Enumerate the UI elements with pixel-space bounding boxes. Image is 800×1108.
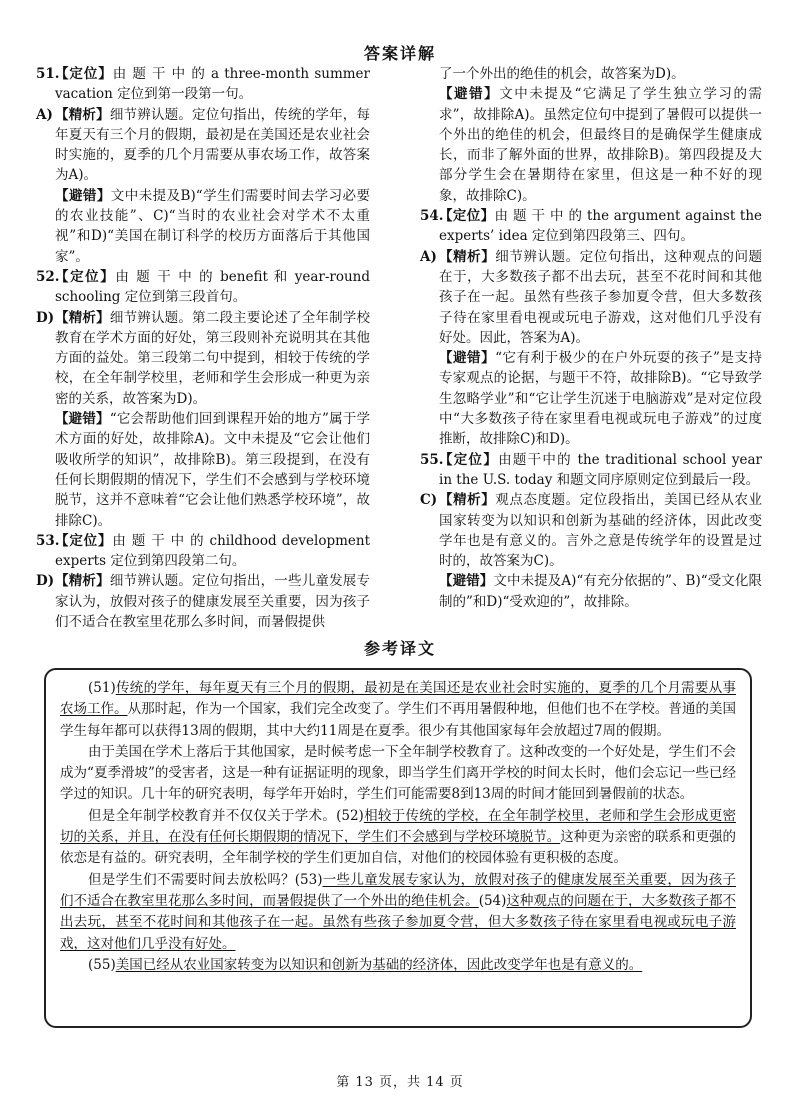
answer-text: “它有利于极少的在户外玩耍的孩子”是支持专家观点的论据，与题干不符，故排除B)。“它导致学生忽略学业”和“它让学生沉迷于电脑游戏”是对定位段中“大多数孩子待在家里看电视或玩电子游戏”的过度推断，故排除C)和D)。	[439, 350, 762, 448]
answer-text: 由题干中的 the traditional school year in the U.S. today 和题文同序原则定位到最后一段。	[439, 451, 763, 488]
underlined-sentence: 这种观点的问题在于，大多数孩子都不出去玩，甚至不花时间和其他孩子在一起。虽然有些孩子参加夏令营，但大多数孩子待在家里看电视或玩电子游戏，这对他们几乎没有好处。	[60, 892, 737, 952]
answer-tag: 【定位】	[55, 532, 113, 549]
translation-box	[44, 668, 752, 1028]
answer-text: 文中未提及A)“有充分依据的”、B)“受文化限制的”和D)“受欢迎的”，故排除。	[439, 573, 762, 610]
answer-marker: 53.	[36, 532, 60, 549]
answer-tag: 【避错】	[439, 86, 500, 103]
answer-block	[420, 64, 762, 84]
answer-tag: 【精析】	[55, 309, 110, 326]
answer-text: 细节辨认题。第二段主要论述了全年制学校教育在学术方面的好处，第三段则补充说明其在其他方面的益处。第三段第二句中提到，相较于传统的学校，在全年制学校里，老师和学生会形成一种更为亲密的关系，故答案为D)。	[55, 309, 371, 407]
translation-paragraph	[60, 870, 736, 955]
answer-tag: 【定位】	[439, 451, 499, 468]
answer-tag: 【定位】	[439, 208, 495, 225]
answer-block	[420, 450, 762, 491]
answer-block	[36, 531, 370, 572]
underlined-sentence: 相较于传统的学校，在全年制学校里，老师和学生会形成更密切的关系，并且，在没有任何长期假期的情况下，学生们不会感到与学校环境脱节。	[60, 807, 736, 846]
answer-marker: 52.	[36, 268, 60, 285]
underlined-sentence: 传统的学年，每年夏天有三个月的假期，最初是在美国还是农业社会时实施的，夏季的几个月需要从事农场工作。	[60, 680, 736, 718]
answer-block	[36, 571, 370, 632]
answer-text: 文中未提及B)“学生们需要时间去学习必要的农业技能”、C)“当时的农业社会对学术不太重视”和D)“美国在制订科学的校历方面落后于其他国家”。	[55, 187, 371, 265]
answer-block	[420, 206, 762, 247]
answer-block	[36, 267, 370, 308]
answer-block	[36, 308, 370, 409]
answer-block	[420, 348, 762, 449]
answer-tag: 【精析】	[55, 106, 110, 123]
answer-block	[36, 409, 370, 531]
answer-tag: 【避错】	[55, 187, 111, 204]
answer-tag: 【定位】	[55, 66, 113, 82]
translation-paragraph	[60, 678, 736, 742]
answer-text: “它会帮助他们回到课程开始的地方”属于学术方面的好处，故排除A)。文中未提及“它会让他们吸收所学的知识”，故排除B)。第三段提到，在没有任何长期假期的情况下，学生们不会感到与学校环境脱节，这并不意味着“它会让他们熟悉学校环境”，故排除C)。	[55, 411, 370, 529]
answer-tag: 【避错】	[55, 411, 110, 428]
answer-block	[420, 84, 762, 206]
answer-marker: D)	[36, 573, 55, 590]
answer-text: 观点态度题。定位段指出，美国已经从农业国家转变为以知识和创新为基础的经济体，因此改变学年也是有意义的。言外之意是传统学年的设置是过时的，故答案为C)。	[439, 492, 763, 570]
answer-marker: A)	[420, 248, 437, 265]
translation-paragraph	[60, 742, 736, 806]
translation-text: 这种更为亲密的联系和更强的依恋是有益的。研究表明，全年制学校的学生们更加自信，对他们的校园体验有更积极的态度。	[60, 829, 737, 867]
translation-text: 由于美国在学术上落后于其他国家，是时候考虑一下全年制学校教育了。这种改变的一个好处是，学生们不会成为“夏季滑坡”的受害者，这是一种有证据证明的现象，即当学生们离开学校的时间太长时，他们会忘记一些已经学过的知识。几十年的研究表明，每学年开始时，学生们可能需要8到13周的时间才能回到暑假前的状态。	[60, 743, 736, 803]
answer-block	[420, 571, 762, 612]
answer-marker: 54.	[420, 208, 444, 225]
answer-text: 了一个外出的绝佳的机会，故答案为D)。	[439, 66, 685, 82]
answer-text: 由 题 干 中 的 childhood development experts 定位到第四段第二句。	[55, 532, 371, 570]
translation-text: (51)	[88, 680, 116, 696]
answer-text: 由 题 干 中 的 the argument against the experts’ idea 定位到第四段第三、四句。	[439, 208, 762, 245]
answer-marker: D)	[36, 309, 55, 326]
answer-text: 细节辨认题。定位句指出，传统的学年，每年夏天有三个月的假期，最初是在美国还是农业社会时实施的，夏季的几个月需要从事农场工作，故答案为A)。	[55, 106, 371, 184]
answer-tag: 【精析】	[439, 248, 496, 265]
answer-block	[420, 247, 762, 348]
answer-text: 由 题 干 中 的 a three-month summer vacation 定位到第一段第一句。	[55, 66, 370, 103]
answer-marker: 55.	[420, 451, 444, 468]
answer-block	[36, 64, 370, 105]
answer-marker: 51.	[36, 66, 60, 82]
underlined-sentence: 美国已经从农业国家转变为以知识和创新为基础的经济体，因此改变学年也是有意义的。	[115, 956, 643, 973]
translation-section-title: 参考译文	[363, 639, 436, 658]
answer-block	[36, 186, 370, 267]
answer-tag: 【定位】	[55, 268, 116, 285]
answer-tag: 【精析】	[439, 492, 496, 509]
answer-text: 由 题 干 中 的 benefit 和 year-round schooling 定位到第三段首句。	[55, 268, 371, 306]
translation-text: 但是全年制学校教育并不仅仅关于学术。(52)	[88, 807, 364, 824]
answer-tag: 【避错】	[439, 573, 494, 590]
answer-section-title: 答案详解	[363, 44, 436, 63]
answer-text: 文中未提及“它满足了学生独立学习的需求”，故排除A)。虽然定位句中提到了暑假可以提供一个外出的绝佳的机会，但最终目的是确保学生健康成长，而非了解外面的世界，故排除B)。第四段提及大部分学生会在暑期待在家里，但这是一种不好的现象，故排除C)。	[439, 86, 763, 204]
translation-text: (54)	[478, 892, 507, 909]
answer-column-right	[420, 64, 762, 612]
answer-block	[36, 105, 370, 186]
answer-tag: 【避错】	[439, 350, 496, 367]
answer-column-left	[36, 64, 370, 632]
translation-text: 但是学生们不需要时间去放松吗？(53)	[88, 871, 323, 888]
translation-paragraph	[60, 806, 736, 870]
answer-tag: 【精析】	[55, 573, 110, 590]
answer-text: 细节辨认题。定位句指出，这种观点的问题在于，大多数孩子都不出去玩，甚至不花时间和其他孩子在一起。虽然有些孩子参加夏令营，但大多数孩子待在家里看电视或玩电子游戏，这对他们几乎没有好处。因此，答案为A)。	[439, 248, 763, 346]
answer-marker: C)	[420, 492, 438, 509]
answer-text: 细节辨认题。定位句指出，一些儿童发展专家认为，放假对孩子的健康发展至关重要，因为孩子们不适合在教室里花那么多时间，而暑假提供	[55, 573, 371, 631]
translation-text: (55)	[88, 956, 116, 973]
answer-marker: A)	[36, 106, 53, 123]
underlined-sentence: 一些儿童发展专家认为，放假对孩子的健康发展至关重要，因为孩子们不适合在教室里花那么多时间，而暑假提供了一个外出的绝佳机会。	[60, 871, 737, 909]
translation-text: 从那时起，作为一个国家，我们完全改变了。学生们不再用暑假种地，但他们也不在学校。普通的美国学生每年都可以获得13周的假期，其中大约11周是在夏季。很少有其他国家每年会放超过7周的假期。	[60, 701, 737, 739]
translation-paragraph	[60, 955, 736, 976]
page-footer: 第 13 页，共 14 页	[336, 1075, 464, 1090]
answer-block	[420, 490, 762, 571]
